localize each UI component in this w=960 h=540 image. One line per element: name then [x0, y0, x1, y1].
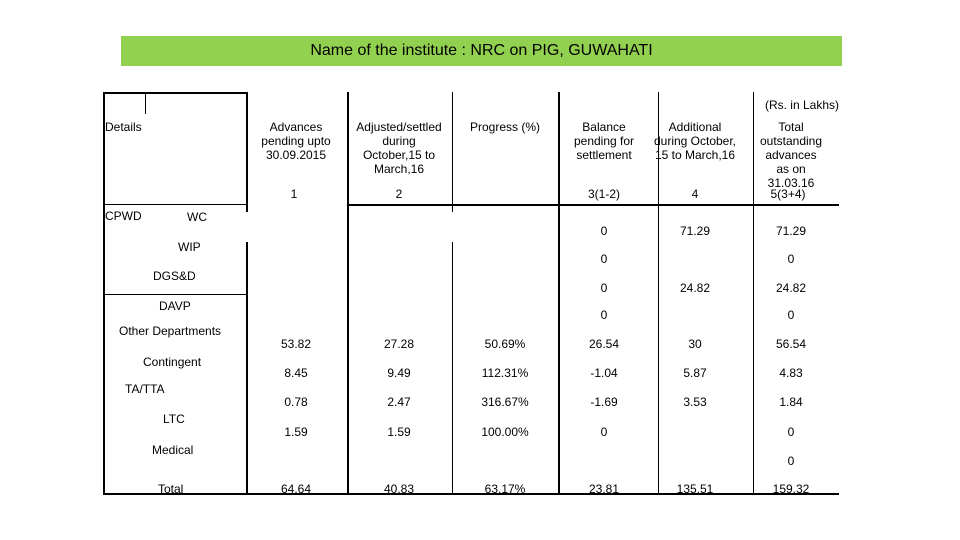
table-border-bottom	[103, 493, 839, 495]
colnum-total: 5(3+4)	[770, 187, 806, 201]
cell-other-adjusted: 27.28	[383, 337, 415, 351]
row-label-contingent: Contingent	[143, 355, 202, 369]
cell-contingent-advances: 8.45	[284, 366, 308, 380]
col-divider-adjusted	[347, 92, 349, 495]
cell-medical-total: 0	[787, 454, 795, 468]
row-label-wip: WIP	[178, 240, 201, 254]
cell-other-balance: 26.54	[588, 337, 620, 351]
cell-ltc-balance: 0	[600, 425, 608, 439]
cell-wip-total: 0	[787, 252, 795, 266]
cell-wc-additional: 71.29	[679, 224, 711, 238]
cell-ltc-adjusted: 1.59	[387, 425, 411, 439]
colnum-balance: 3(1-2)	[587, 187, 621, 201]
header-total: Total outstanding advances as on 31.03.16	[759, 120, 823, 190]
page-title: Name of the institute : NRC on PIG, GUWAHATI	[121, 36, 842, 66]
row-group-cpwd: CPWD	[105, 209, 142, 223]
header-balance: Balance pending for settlement	[573, 120, 635, 162]
cell-davp-balance: 0	[600, 308, 608, 322]
cell-total-balance: 23.81	[588, 482, 620, 496]
cell-ta-advances: 0.78	[284, 395, 308, 409]
row-divider-header-right	[347, 204, 839, 206]
cell-contingent-additional: 5.87	[683, 366, 707, 380]
col-divider-details	[145, 92, 146, 114]
cell-total-adjusted: 40.83	[383, 482, 415, 496]
cell-contingent-adjusted: 9.49	[387, 366, 411, 380]
cell-contingent-progress: 112.31%	[481, 366, 529, 380]
row-label-ta: TA/TTA	[125, 382, 165, 396]
row-label-dgsd: DGS&D	[153, 269, 196, 283]
cell-dgsd-total: 24.82	[775, 281, 807, 295]
cell-ta-additional: 3.53	[683, 395, 707, 409]
cell-wc-total: 71.29	[775, 224, 807, 238]
cell-ta-total: 1.84	[779, 395, 803, 409]
table-border-left-top	[103, 92, 246, 94]
row-label-total: Total	[158, 482, 184, 496]
colnum-advances: 1	[290, 187, 298, 201]
cell-other-advances: 53.82	[280, 337, 312, 351]
cell-davp-total: 0	[787, 308, 795, 322]
cell-contingent-balance: -1.04	[590, 366, 618, 380]
header-adjusted: Adjusted/settled during October,15 to March,16	[356, 120, 442, 176]
col-divider-total	[753, 92, 754, 495]
cell-total-advances: 64.64	[280, 482, 312, 496]
advances-table	[103, 92, 839, 495]
cell-wip-balance: 0	[600, 252, 608, 266]
cell-contingent-total: 4.83	[779, 366, 803, 380]
cell-total-total: 159.32	[772, 482, 810, 496]
cell-other-total: 56.54	[775, 337, 807, 351]
cell-dgsd-balance: 0	[600, 281, 608, 295]
header-details: Details	[105, 120, 142, 134]
row-label-wc: WC	[187, 210, 207, 224]
row-label-davp: DAVP	[159, 299, 191, 313]
cell-ltc-progress: 100.00%	[481, 425, 529, 439]
header-progress: Progress (%)	[469, 120, 541, 134]
cell-ta-adjusted: 2.47	[387, 395, 411, 409]
col-divider-progress-lower	[452, 242, 453, 495]
cell-dgsd-additional: 24.82	[679, 281, 711, 295]
cell-wc-balance: 0	[600, 224, 608, 238]
cell-ta-balance: -1.69	[590, 395, 618, 409]
col-divider-advances	[246, 242, 248, 495]
col-divider-progress	[452, 92, 453, 212]
colnum-additional: 4	[691, 187, 699, 201]
row-label-other: Other Departments	[119, 324, 222, 338]
cell-ltc-advances: 1.59	[284, 425, 308, 439]
row-label-medical: Medical	[152, 443, 194, 457]
cell-ta-progress: 316.67%	[481, 395, 529, 409]
cell-total-progress: 63.17%	[484, 482, 526, 496]
header-advances: Advances pending upto 30.09.2015	[261, 120, 331, 162]
header-additional: Additional during October, 15 to March,16	[653, 120, 737, 162]
cell-other-additional: 30	[688, 337, 702, 351]
row-divider-header	[103, 204, 246, 205]
units-note: (Rs. in Lakhs)	[764, 98, 839, 112]
colnum-adjusted: 2	[395, 187, 403, 201]
col-divider-label	[246, 92, 248, 212]
cell-other-progress: 50.69%	[484, 337, 526, 351]
cell-ltc-total: 0	[787, 425, 795, 439]
col-divider-balance	[558, 92, 560, 495]
cell-total-additional: 135.51	[676, 482, 714, 496]
row-divider-cpwd	[103, 294, 246, 295]
row-label-ltc: LTC	[163, 412, 185, 426]
